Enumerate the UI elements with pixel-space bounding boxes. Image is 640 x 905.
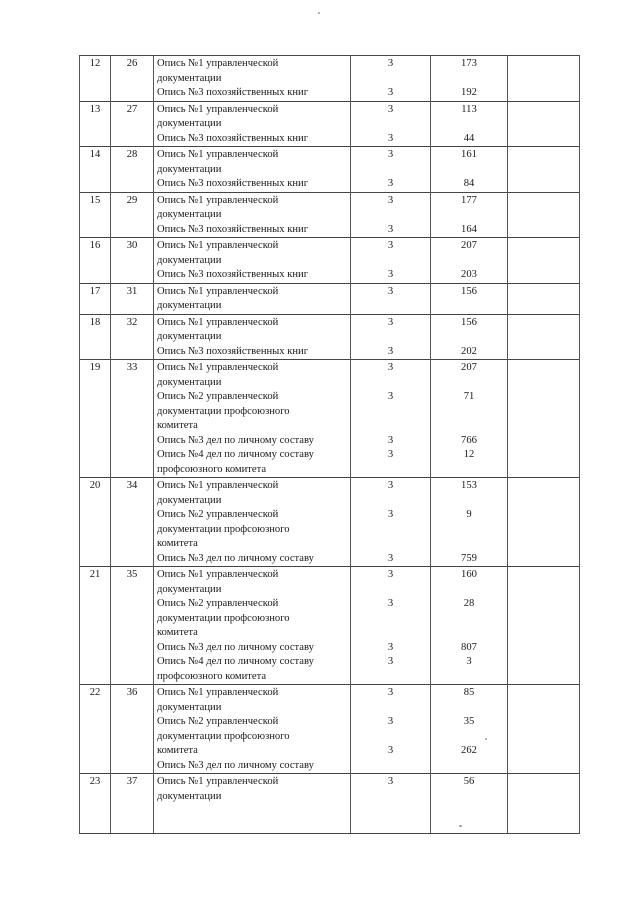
category-value: 3 [387, 449, 394, 460]
note-cell [508, 283, 580, 314]
description-line: документации [157, 118, 222, 129]
quantity-value: 28 [463, 598, 475, 609]
category-value [354, 626, 427, 641]
quantity-value [434, 72, 504, 87]
category-cell [351, 192, 431, 238]
note-cell [508, 478, 580, 567]
description-line: документации [157, 254, 222, 266]
quantity-cell [431, 238, 508, 284]
quantity-cell [431, 101, 508, 147]
category-value: 3 [387, 58, 394, 69]
row-number-cell [80, 283, 111, 314]
row-number-cell [80, 238, 111, 284]
quantity-value: 9 [466, 509, 472, 520]
fund-number: 34 [126, 480, 138, 491]
table-row [80, 283, 580, 314]
category-value [354, 376, 427, 391]
description-line: документации [157, 163, 222, 175]
description-line: Опись №3 похозяйственных книг [157, 345, 309, 357]
quantity-value [434, 626, 504, 641]
description-line: Опись №1 управленческой [157, 776, 279, 787]
category-cell [351, 56, 431, 102]
note-cell [508, 314, 580, 360]
quantity-value [434, 537, 504, 552]
inventory-description-cell [154, 774, 351, 834]
scan-speck [459, 825, 462, 827]
category-value [354, 463, 427, 478]
row-number: 21 [89, 569, 101, 580]
fund-number-cell [111, 685, 154, 774]
quantity-cell [431, 147, 508, 193]
inventory-description-cell [154, 56, 351, 102]
category-value: 3 [387, 552, 394, 564]
quantity-value [434, 701, 504, 716]
description-line: Опись №2 управленческой [157, 509, 279, 520]
category-value: 3 [387, 132, 394, 144]
category-value [354, 670, 427, 685]
quantity-value: 71 [463, 391, 475, 402]
description-line: Опись №1 управленческой [157, 285, 279, 297]
description-line: Опись №1 управленческой [157, 58, 279, 69]
quantity-value: 113 [461, 103, 477, 115]
quantity-value: 12 [463, 449, 475, 460]
category-value [354, 330, 427, 345]
fund-number: 29 [126, 194, 138, 206]
quantity-cell [431, 360, 508, 478]
fund-number: 33 [126, 362, 138, 373]
category-value: 3 [387, 480, 394, 491]
quantity-value: 207 [461, 362, 477, 373]
fund-number: 32 [126, 316, 138, 328]
row-number-cell [80, 147, 111, 193]
category-value: 3 [387, 509, 394, 520]
inventory-description-cell [154, 314, 351, 360]
description-line: Опись №2 управленческой [157, 716, 279, 727]
quantity-value: 766 [461, 434, 477, 446]
category-value: 3 [387, 656, 394, 667]
description-line: документации [157, 790, 222, 802]
category-value: 3 [387, 598, 394, 609]
quantity-value [434, 117, 504, 132]
quantity-value [434, 376, 504, 391]
description-line: документации [157, 72, 222, 84]
quantity-value: 203 [461, 269, 477, 280]
inventory-description-cell [154, 283, 351, 314]
description-line: документации профсоюзного [157, 730, 290, 742]
fund-number: 28 [126, 149, 138, 160]
category-value: 3 [387, 269, 394, 280]
quantity-value: 807 [461, 641, 477, 653]
note-cell [508, 192, 580, 238]
table-row [80, 567, 580, 685]
inventory-description-cell [154, 685, 351, 774]
category-cell [351, 314, 431, 360]
quantity-value: 153 [461, 480, 477, 491]
quantity-value: 173 [461, 58, 477, 69]
row-number: 13 [89, 103, 101, 115]
category-value: 3 [387, 240, 394, 251]
category-value: 3 [387, 223, 394, 235]
inventory-description-cell [154, 360, 351, 478]
category-value [354, 612, 427, 627]
description-line: Опись №3 похозяйственных книг [157, 132, 309, 144]
description-line: Опись №3 дел по личному составу [157, 434, 314, 446]
fund-number-cell [111, 567, 154, 685]
quantity-value [434, 163, 504, 178]
description-line: Опись №4 дел по личному составу [157, 449, 314, 460]
description-line: Опись №3 дел по личному составу [157, 552, 314, 564]
table-row [80, 774, 580, 834]
inventory-description-cell [154, 101, 351, 147]
table-row [80, 147, 580, 193]
note-cell [508, 685, 580, 774]
note-cell [508, 56, 580, 102]
description-line: документации [157, 331, 222, 342]
description-line: комитета [157, 745, 198, 756]
category-value: 3 [387, 194, 394, 206]
description-line: Опись №1 управленческой [157, 194, 279, 206]
quantity-value: 3 [466, 656, 472, 667]
row-number-cell [80, 360, 111, 478]
quantity-value [434, 523, 504, 538]
fund-number-cell [111, 774, 154, 834]
note-cell [508, 567, 580, 685]
row-number: 19 [89, 362, 101, 373]
description-line: Опись №1 управленческой [157, 362, 279, 373]
quantity-cell [431, 56, 508, 102]
fund-number-cell [111, 238, 154, 284]
fund-number-cell [111, 314, 154, 360]
row-number: 17 [89, 285, 101, 297]
row-number: 23 [89, 776, 101, 787]
description-line: профсоюзного комитета [157, 670, 267, 682]
row-number-cell [80, 685, 111, 774]
category-value [354, 759, 427, 774]
quantity-value [434, 419, 504, 434]
category-cell [351, 478, 431, 567]
category-value: 3 [387, 776, 394, 787]
quantity-value: 35 [463, 716, 475, 727]
row-number: 18 [89, 316, 101, 328]
description-line: документации [157, 494, 222, 506]
quantity-value: 161 [461, 149, 477, 160]
table-row [80, 238, 580, 284]
description-line: Опись №2 управленческой [157, 598, 279, 609]
category-value [354, 163, 427, 178]
description-line: документации профсоюзного [157, 405, 290, 417]
fund-number-cell [111, 147, 154, 193]
description-line: Опись №1 управленческой [157, 149, 279, 160]
row-number-cell [80, 192, 111, 238]
quantity-cell [431, 314, 508, 360]
description-line: документации профсоюзного [157, 612, 290, 624]
quantity-cell [431, 685, 508, 774]
quantity-cell [431, 567, 508, 685]
quantity-value: 44 [463, 132, 475, 144]
category-value: 3 [387, 345, 394, 357]
table-row [80, 360, 580, 478]
category-cell [351, 685, 431, 774]
quantity-value: 759 [461, 552, 477, 564]
description-line: документации [157, 300, 222, 311]
category-cell [351, 238, 431, 284]
row-number: 15 [89, 194, 101, 206]
quantity-value [434, 790, 504, 805]
inventory-table-body [80, 56, 580, 834]
category-value [354, 583, 427, 598]
fund-number-cell [111, 478, 154, 567]
category-cell [351, 283, 431, 314]
row-number-cell [80, 774, 111, 834]
category-cell [351, 774, 431, 834]
category-value [354, 117, 427, 132]
quantity-value: 156 [461, 285, 477, 297]
description-line: Опись №3 похозяйственных книг [157, 178, 309, 189]
quantity-value [434, 730, 504, 745]
category-value [354, 494, 427, 509]
quantity-value [434, 612, 504, 627]
description-line: Опись №1 управленческой [157, 103, 279, 115]
quantity-cell [431, 283, 508, 314]
category-value [354, 790, 427, 805]
note-cell [508, 101, 580, 147]
category-value: 3 [387, 569, 394, 580]
description-line: Опись №1 управленческой [157, 569, 279, 580]
note-cell [508, 774, 580, 834]
fund-number-cell [111, 56, 154, 102]
inventory-description-cell [154, 147, 351, 193]
category-value [354, 405, 427, 420]
fund-number: 35 [126, 569, 138, 580]
category-value: 3 [387, 316, 394, 328]
row-number-cell [80, 567, 111, 685]
row-number-cell [80, 314, 111, 360]
row-number: 20 [89, 480, 101, 491]
category-cell [351, 147, 431, 193]
category-value: 3 [387, 149, 394, 160]
fund-number-cell [111, 192, 154, 238]
description-line: документации [157, 209, 222, 220]
quantity-value: 177 [461, 194, 477, 206]
category-value [354, 72, 427, 87]
category-value: 3 [387, 434, 394, 446]
category-value: 3 [387, 178, 394, 189]
quantity-value: 202 [461, 345, 477, 357]
note-cell [508, 360, 580, 478]
category-value [354, 208, 427, 223]
fund-number: 26 [126, 58, 138, 69]
quantity-value: 262 [461, 745, 477, 756]
quantity-value [434, 299, 504, 314]
category-value: 3 [387, 285, 394, 297]
quantity-value: 84 [463, 178, 475, 189]
quantity-value [434, 330, 504, 345]
scan-speck [318, 12, 320, 14]
category-value [354, 730, 427, 745]
inventory-description-cell [154, 238, 351, 284]
row-number-cell [80, 478, 111, 567]
note-cell [508, 238, 580, 284]
quantity-value: 192 [461, 87, 477, 98]
fund-number-cell [111, 360, 154, 478]
category-value [354, 523, 427, 538]
category-cell [351, 567, 431, 685]
inventory-description-cell [154, 478, 351, 567]
category-cell [351, 101, 431, 147]
description-line: документации [157, 583, 222, 595]
quantity-value [434, 494, 504, 509]
row-number: 12 [89, 58, 101, 69]
quantity-value [434, 759, 504, 774]
category-value: 3 [387, 103, 394, 115]
quantity-value [434, 405, 504, 420]
table-row [80, 101, 580, 147]
scan-speck [485, 738, 487, 740]
row-number: 16 [89, 240, 101, 251]
description-line: Опись №1 управленческой [157, 240, 279, 251]
quantity-value: 207 [461, 240, 477, 251]
quantity-value: 56 [463, 776, 475, 787]
row-number-cell [80, 56, 111, 102]
description-line: Опись №1 управленческой [157, 687, 279, 698]
description-line: Опись №2 управленческой [157, 391, 279, 402]
description-line: Опись №3 похозяйственных книг [157, 87, 309, 98]
description-line: профсоюзного комитета [157, 463, 267, 475]
description-line: Опись №1 управленческой [157, 316, 279, 328]
description-line: документации [157, 376, 222, 388]
fund-number: 37 [126, 776, 138, 787]
table-row [80, 685, 580, 774]
category-value [354, 254, 427, 269]
description-line: Опись №3 дел по личному составу [157, 641, 314, 653]
description-line: документации [157, 701, 222, 713]
category-value [354, 419, 427, 434]
category-value: 3 [387, 87, 394, 98]
quantity-value [434, 670, 504, 685]
table-row [80, 314, 580, 360]
quantity-value [434, 208, 504, 223]
inventory-table [79, 55, 580, 834]
category-value: 3 [387, 716, 394, 727]
description-line: Опись №3 дел по личному составу [157, 759, 314, 771]
description-line: документации профсоюзного [157, 523, 290, 535]
quantity-value: 164 [461, 223, 477, 235]
description-line: комитета [157, 538, 198, 549]
category-value: 3 [387, 391, 394, 402]
description-line: Опись №1 управленческой [157, 480, 279, 491]
category-value: 3 [387, 687, 394, 698]
category-value [354, 537, 427, 552]
quantity-value [434, 583, 504, 598]
table-row [80, 192, 580, 238]
category-value: 3 [387, 745, 394, 756]
category-value: 3 [387, 362, 394, 373]
fund-number-cell [111, 101, 154, 147]
fund-number: 27 [126, 103, 138, 115]
category-value [354, 299, 427, 314]
description-line: комитета [157, 420, 198, 431]
description-line: комитета [157, 627, 198, 638]
quantity-cell [431, 478, 508, 567]
category-value [354, 701, 427, 716]
note-cell [508, 147, 580, 193]
table-row [80, 56, 580, 102]
inventory-description-cell [154, 192, 351, 238]
quantity-value: 156 [461, 316, 477, 328]
description-line: Опись №3 похозяйственных книг [157, 269, 309, 280]
row-number-cell [80, 101, 111, 147]
quantity-cell [431, 192, 508, 238]
category-value: 3 [387, 641, 394, 653]
row-number: 14 [89, 149, 101, 160]
quantity-value [434, 254, 504, 269]
fund-number-cell [111, 283, 154, 314]
fund-number: 30 [126, 240, 138, 251]
inventory-description-cell [154, 567, 351, 685]
quantity-value [434, 463, 504, 478]
table-row [80, 478, 580, 567]
fund-number: 36 [126, 687, 138, 698]
description-line: Опись №4 дел по личному составу [157, 656, 314, 667]
quantity-value: 160 [461, 569, 477, 580]
row-number: 22 [89, 687, 101, 698]
description-line: Опись №3 похозяйственных книг [157, 223, 309, 235]
fund-number: 31 [126, 285, 138, 297]
quantity-cell [431, 774, 508, 834]
category-cell [351, 360, 431, 478]
quantity-value: 85 [463, 687, 475, 698]
